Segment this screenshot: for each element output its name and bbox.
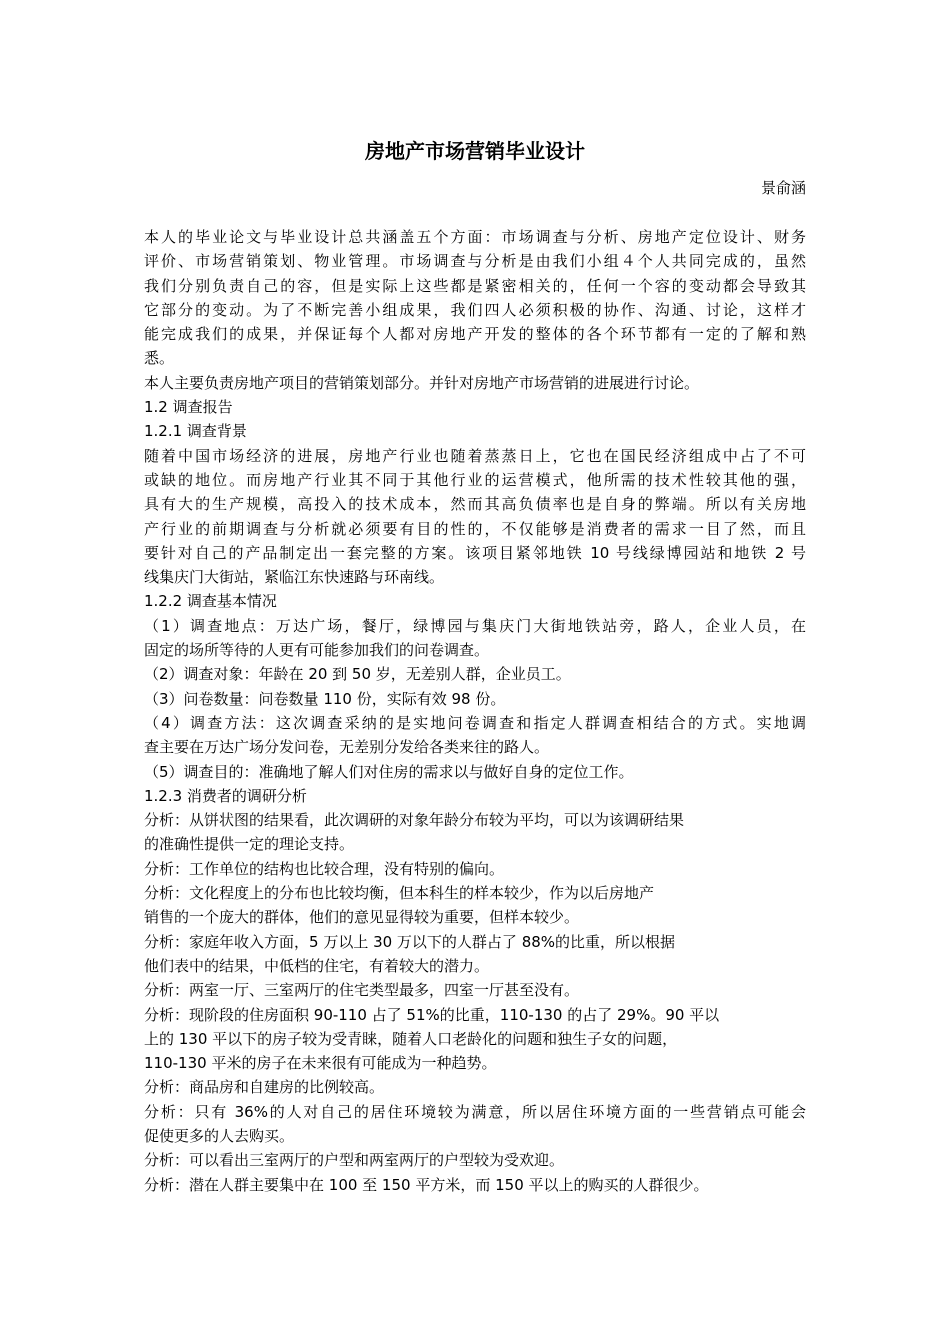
text-line: 本人的毕业论文与毕业设计总共涵盖五个方面：市场调查与分析、房地产定位设计、财务 <box>144 228 806 246</box>
text-line: 分析：潜在人群主要集中在 100 至 150 平方米，而 150 平以上的购买的人群很少。 <box>144 1175 709 1194</box>
text-line: 分析：文化程度上的分布也比较均衡，但本科生的样本较少，作为以后房地产 <box>144 884 655 903</box>
text-line: 悉。 <box>144 349 175 368</box>
text-line: 或缺的地位。而房地产行业其不同于其他行业的运营模式，他所需的技术性较其他的强， <box>144 470 806 489</box>
text-line: 他们表中的结果，中低档的住宅，有着较大的潜力。 <box>144 956 490 975</box>
text-line: 分析：工作单位的结构也比较合理，没有特别的偏向。 <box>144 859 505 878</box>
text-line: （3）问卷数量：问卷数量 110 份，实际有效 98 份。 <box>144 689 506 708</box>
text-line: 我们分别负责自己的容，但是实际上这些都是紧密相关的，任何一个容的变动都会导致其 <box>144 276 806 295</box>
text-line: 线集庆门大街站，紧临江东快速路与环南线。 <box>144 568 445 587</box>
text-line: 具有大的生产规模，高投入的技术成本，然而其高负债率也是自身的弊端。所以有关房地 <box>144 495 806 514</box>
text-line: 分析：可以看出三室两厅的户型和两室两厅的户型较为受欢迎。 <box>144 1151 565 1170</box>
text-line: 产行业的前期调查与分析就必须要有目的性的，不仅能够是消费者的需求一目了然，而且 <box>144 519 806 538</box>
text-line: 评价、市场营销策划、物业管理。市场调查与分析是由我们小组４个人共同完成的，虽然 <box>144 252 806 271</box>
text-line: 的准确性提供一定的理论支持。 <box>144 835 355 854</box>
text-line: 它部分的变动。为了不断完善小组成果，我们四人必须积极的协作、沟通、讨论，这样才 <box>144 300 806 319</box>
text-line: 能完成我们的成果，并保证每个人都对房地产开发的整体的各个环节都有一定的了解和熟 <box>144 325 806 344</box>
text-line: 促使更多的人去购买。 <box>144 1126 295 1145</box>
text-line: 分析：两室一厅、三室两厅的住宅类型最多，四室一厅甚至没有。 <box>144 981 580 1000</box>
text-line: 1.2 调查报告 <box>144 398 233 417</box>
text-line: 查主要在万达广场分发问卷，无差别分发给各类来往的路人。 <box>144 738 550 757</box>
text-line: 分析：从饼状图的结果看，此次调研的对象年龄分布较为平均，可以为该调研结果 <box>144 811 685 830</box>
text-line: 分析：现阶段的住房面积 90-110 占了 51%的比重，110-130 的占了 29%。90 平以 <box>144 1005 720 1024</box>
document-body <box>144 225 806 1197</box>
text-line: 随着中国市场经济的进展，房地产行业也随着蒸蒸日上，它也在国民经济组成中占了不可 <box>144 446 806 465</box>
text-line: 销售的一个庞大的群体，他们的意见显得较为重要，但样本较少。 <box>144 908 580 927</box>
text-line: 110-130 平米的房子在未来很有可能成为一种趋势。 <box>144 1054 497 1073</box>
text-line: （2）调查对象：年龄在 20 到 50 岁，无差别人群，企业员工。 <box>144 665 571 684</box>
text-line: （1）调查地点：万达广场，餐厅，绿博园与集庆门大街地铁站旁，路人，企业人员，在 <box>144 616 806 635</box>
text-line: 要针对自己的产品制定出一套完整的方案。该项目紧邻地铁 10 号线绿博园站和地铁 2 号 <box>144 543 806 562</box>
text-line: 1.2.3 消费者的调研分析 <box>144 786 307 805</box>
document-title: 房地产市场营销毕业设计 <box>365 139 585 163</box>
author-name: 景俞涵 <box>760 179 806 197</box>
text-line: 分析：商品房和自建房的比例较高。 <box>144 1078 385 1097</box>
text-line: 上的 130 平以下的房子较为受青睐，随着人口老龄化的问题和独生子女的问题， <box>144 1029 678 1048</box>
text-line: 本人主要负责房地产项目的营销策划部分。并针对房地产市场营销的进展进行讨论。 <box>144 373 700 392</box>
text-line: 1.2.1 调查背景 <box>144 422 247 441</box>
text-line: 1.2.2 调查基本情况 <box>144 592 277 611</box>
text-line: 分析：家庭年收入方面，5 万以上 30 万以下的人群占了 88%的比重，所以根据 <box>144 932 676 951</box>
text-line: 分析：只有 36%的人对自己的居住环境较为满意，所以居住环境方面的一些营销点可能会 <box>144 1102 806 1121</box>
text-line: （5）调查目的：准确地了解人们对住房的需求以与做好自身的定位工作。 <box>144 762 634 781</box>
text-line: 固定的场所等待的人更有可能参加我们的问卷调查。 <box>144 641 490 660</box>
text-line: （4）调查方法：这次调查采纳的是实地问卷调查和指定人群调查相结合的方式。实地调 <box>144 713 806 732</box>
